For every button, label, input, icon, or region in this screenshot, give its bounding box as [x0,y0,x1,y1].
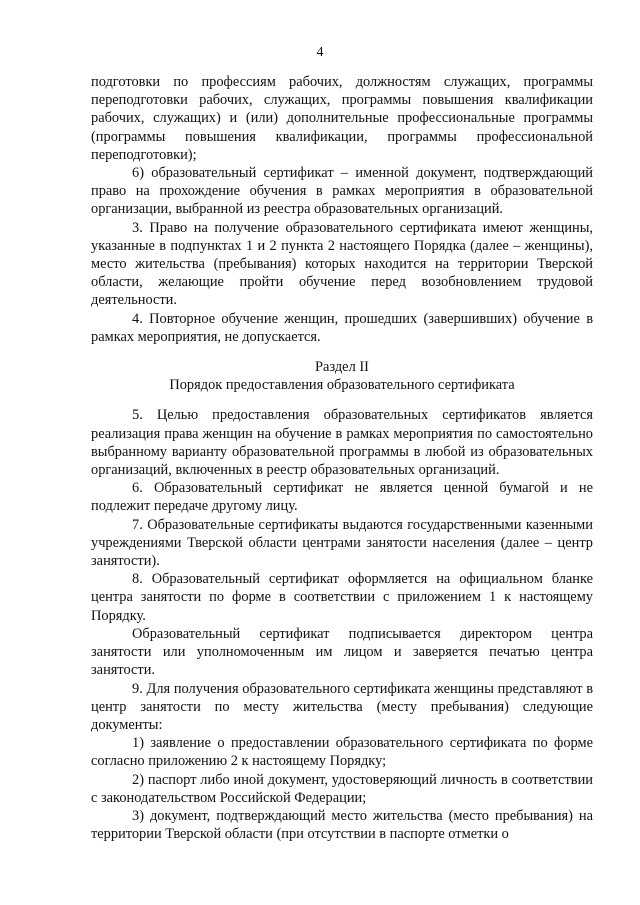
paragraph-item-6: 6) образовательный сертификат – именной документ, подтверждающий право на прохождение обучения в рамках мероприятия в образовательной организации, выбранной из реестра образовательных организаций. [91,165,593,218]
paragraph-3: 3. Право на получение образовательного сертификата имеют женщины, указанные в подпунктах 1 и 2 пункта 2 настоящего Порядка (далее – женщины), место жительства (пребывания) которых находится на территории Тверской области, желающие пройти обучение перед возобновлением трудовой деятельности. [91,219,593,309]
document-body [91,73,593,843]
paragraph-9-item-3: 3) документ, подтверждающий место жительства (место пребывания) на территории Тверской области (при отсутствии в паспорте отметки о [91,807,593,843]
section-title: Порядок предоставления образовательного сертификата [169,377,515,394]
section-number: Раздел II [315,359,369,376]
paragraph-continuation: подготовки по профессиям рабочих, должностям служащих, программы переподготовки рабочих, служащих, программы повышения квалификации рабочих, служащих) и (или) дополнительные профессиональные программы (программы повышения квалификации, программы профессиональной переподготовки); [91,74,593,163]
paragraph-6: 6. Образовательный сертификат не является ценной бумагой и не подлежит передаче другому лицу. [91,480,593,515]
paragraph-8: 8. Образовательный сертификат оформляется на официальном бланке центра занятости по форме в соответствии с приложением 1 к настоящему Порядку. [91,571,593,624]
paragraph-9-item-2: 2) паспорт либо иной документ, удостоверяющий личность в соответствии с законодательством Российской Федерации; [91,771,593,806]
paragraph-7: 7. Образовательные сертификаты выдаются государственными казенными учреждениями Тверской области центрами занятости населения (далее – центр занятости). [91,516,593,570]
page-number: 4 [316,45,324,60]
paragraph-9-item-1: 1) заявление о предоставлении образовательного сертификата по форме согласно приложению 2 к настоящему Порядку; [91,735,593,770]
paragraph-5: 5. Целью предоставления образовательных сертификатов является реализация права женщин на обучение в рамках мероприятия по самостоятельно выбранному варианту образовательной программы в любой из образовательных организаций, включенных в реестр образовательных организаций. [91,407,593,479]
paragraph-9: 9. Для получения образовательного сертификата женщины представляют в центр занятости по месту жительства (месту пребывания) следующие документы: [91,680,593,733]
paragraph-8-signature: Образовательный сертификат подписывается директором центра занятости или уполномоченным им лицом и заверяется печатью центра занятости. [91,625,593,679]
paragraph-4: 4. Повторное обучение женщин, прошедших (завершивших) обучение в рамках мероприятия, не допускается. [91,310,593,345]
